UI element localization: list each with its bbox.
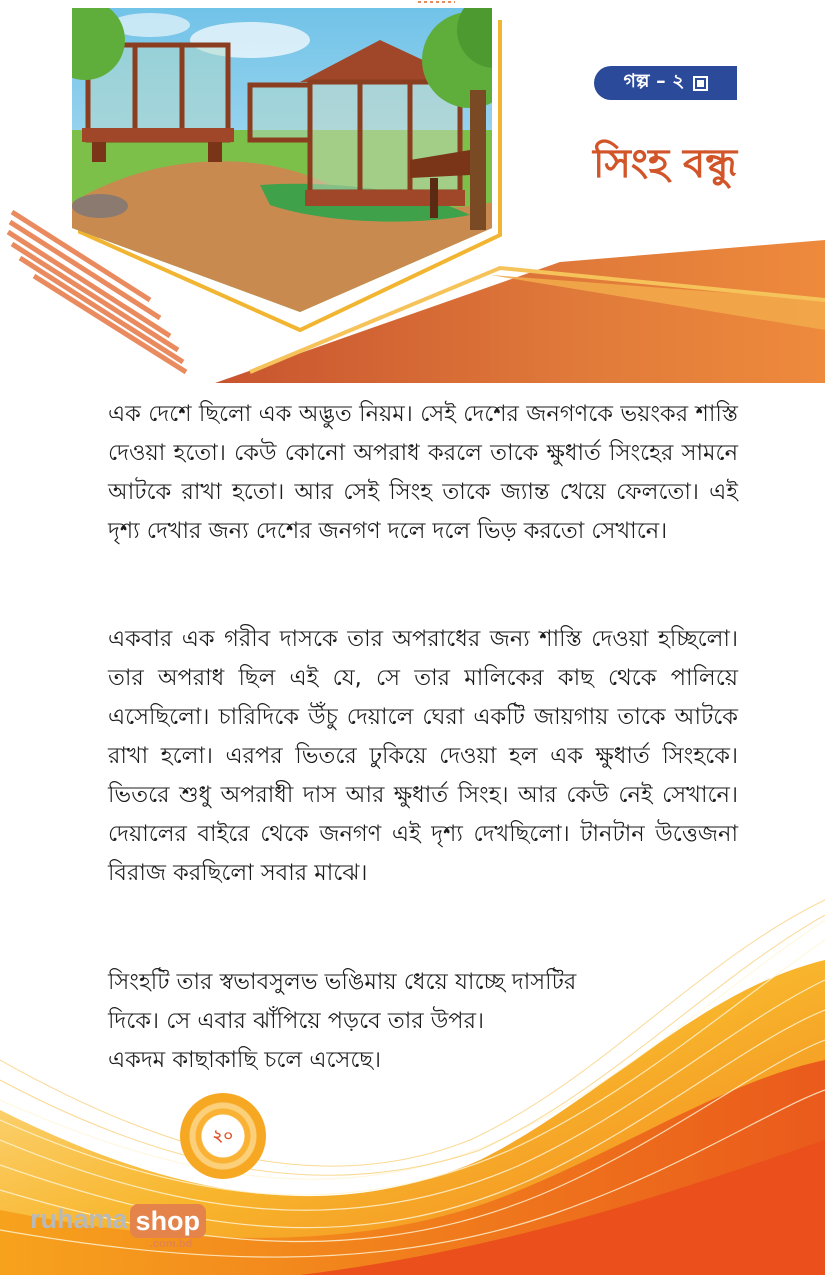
- story-title: সিংহ বন্ধু: [593, 140, 737, 187]
- brand-watermark: [30, 1204, 206, 1250]
- paragraph-3: [108, 963, 738, 1080]
- paragraph-3-line: সিংহটি তার স্বভাবসুলভ ভঙিমায় ধেয়ে যাচ্ছে দাসটির: [108, 969, 577, 995]
- story-number-badge: [594, 66, 737, 100]
- brand-domain: .com.bd: [150, 1238, 193, 1250]
- square-icon: [693, 76, 708, 91]
- brand-name-part2: shop: [130, 1204, 207, 1238]
- story-number-label: গল্প – ২: [623, 70, 685, 92]
- page-number: ২০: [212, 1125, 234, 1145]
- paragraph-2: একবার এক গরীব দাসকে তার অপরাধের জন্য শাস্তি দেওয়া হচ্ছিলো। তার অপরাধ ছিল এই যে, সে তার মালিকের কাছ থেকে পালিয়ে এসেছিলো। চারিদিকে উঁচু দেয়ালে ঘেরা একটি জায়গায় তাকে আটকে রাখা হলো। এরপর ভিতরে ঢুকিয়ে দেওয়া হল এক ক্ষুধার্ত সিংহকে। ভিতরে শুধু অপরাধী দাস আর ক্ষুধার্ত সিংহ। আর কেউ নেই সেখানে। দেয়ালের বাইরে থেকে জনগণ এই দৃশ্য দেখছিলো। টানটান উত্তেজনা বিরাজ করছিলো সবার মাঝে।: [108, 626, 738, 886]
- page-number-badge: [180, 1093, 266, 1179]
- brand-name-part1: ruhama: [30, 1204, 128, 1234]
- paragraph-3-line: দিকে। সে এবার ঝাঁপিয়ে পড়বে তার উপর।: [108, 1008, 484, 1034]
- paragraph-3-line: একদম কাছাকাছি চলে এসেছে।: [108, 1047, 382, 1073]
- paragraph-1: এক দেশে ছিলো এক অদ্ভুত নিয়ম। সেই দেশের জনগণকে ভয়ংকর শাস্তি দেওয়া হতো। কেউ কোনো অপরাধ করলে তাকে ক্ষুধার্ত সিংহের সামনে আটকে রাখা হতো। আর সেই সিংহ তাকে জ্যান্ত খেয়ে ফেলতো। এই দৃশ্য দেখার জন্য দেশের জনগণ দলে দলে ভিড় করতো সেখানে।: [108, 401, 738, 544]
